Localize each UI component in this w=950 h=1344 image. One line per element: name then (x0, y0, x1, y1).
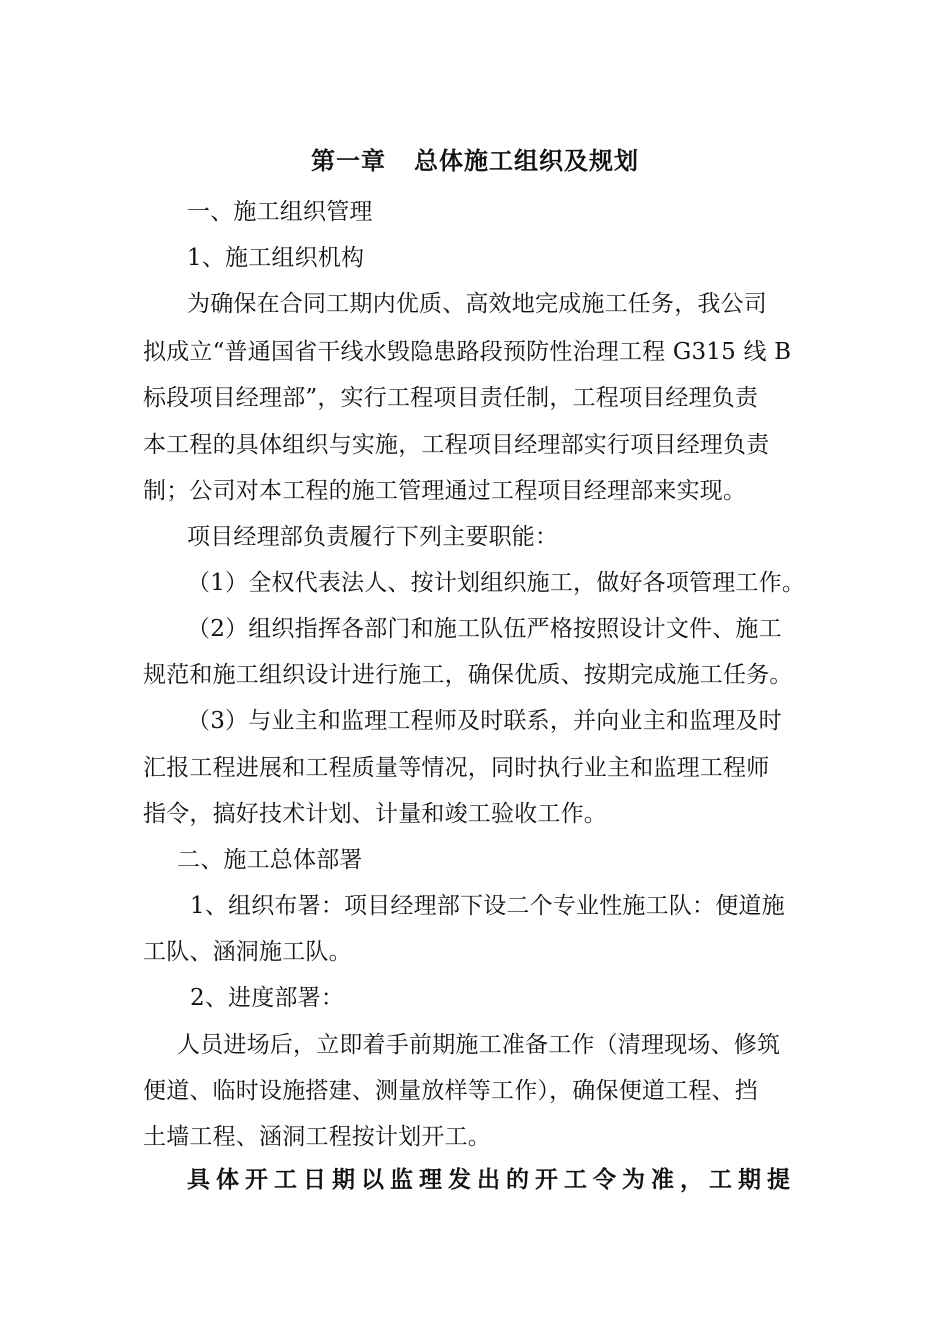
list-item: （3）与业主和监理工程师及时联系，并向业主和监理及时 (187, 708, 782, 734)
paragraph-line: 拟成立“普通国省干线水毁隐患路段预防性治理工程 G315 线 B (143, 339, 792, 365)
paragraph-line: 为确保在合同工期内优质、高效地完成施工任务，我公司 (187, 291, 767, 317)
paragraph-line: 1、组织布署：项目经理部下设二个专业性施工队：便道施 (190, 893, 785, 919)
paragraph-line: 指令，搞好技术计划、计量和竣工验收工作。 (143, 801, 607, 827)
paragraph-line: 汇报工程进展和工程质量等情况，同时执行业主和监理工程师 (143, 755, 770, 781)
subsection-heading: 1、施工组织机构 (187, 245, 365, 271)
paragraph-line: 人员进场后，立即着手前期施工准备工作（清理现场、修筑 (177, 1032, 781, 1058)
paragraph-line: 制；公司对本工程的施工管理通过工程项目经理部来实现。 (143, 478, 747, 504)
chapter-title (0, 146, 950, 176)
paragraph-line: 项目经理部负责履行下列主要职能： (187, 524, 559, 550)
section-heading: 一、施工组织管理 (187, 199, 373, 225)
paragraph-line: 土墙工程、涵洞工程按计划开工。 (143, 1124, 491, 1150)
chapter-number: 第一章 (311, 146, 386, 175)
paragraph-line: 标段项目经理部”，实行工程项目责任制，工程项目经理负责 (143, 385, 759, 411)
chapter-name: 总体施工组织及规划 (414, 146, 639, 175)
list-item: （1）全权代表法人、按计划组织施工，做好各项管理工作。 (187, 570, 806, 596)
paragraph-line: 便道、临时设施搭建、测量放样等工作），确保便道工程、挡 (143, 1078, 758, 1104)
paragraph-line: 规范和施工组织设计进行施工，确保优质、按期完成施工任务。 (143, 662, 793, 688)
paragraph-line: 本工程的具体组织与实施，工程项目经理部实行项目经理负责 (143, 432, 770, 458)
bold-paragraph-line: 具体开工日期以监理发出的开工令为准，工期提 (187, 1166, 796, 1193)
list-item: （2）组织指挥各部门和施工队伍严格按照设计文件、施工 (187, 616, 782, 642)
subsection-heading: 2、进度部署： (190, 985, 345, 1011)
paragraph-line: 工队、涵洞施工队。 (143, 939, 352, 965)
section-heading: 二、施工总体部署 (177, 847, 363, 873)
